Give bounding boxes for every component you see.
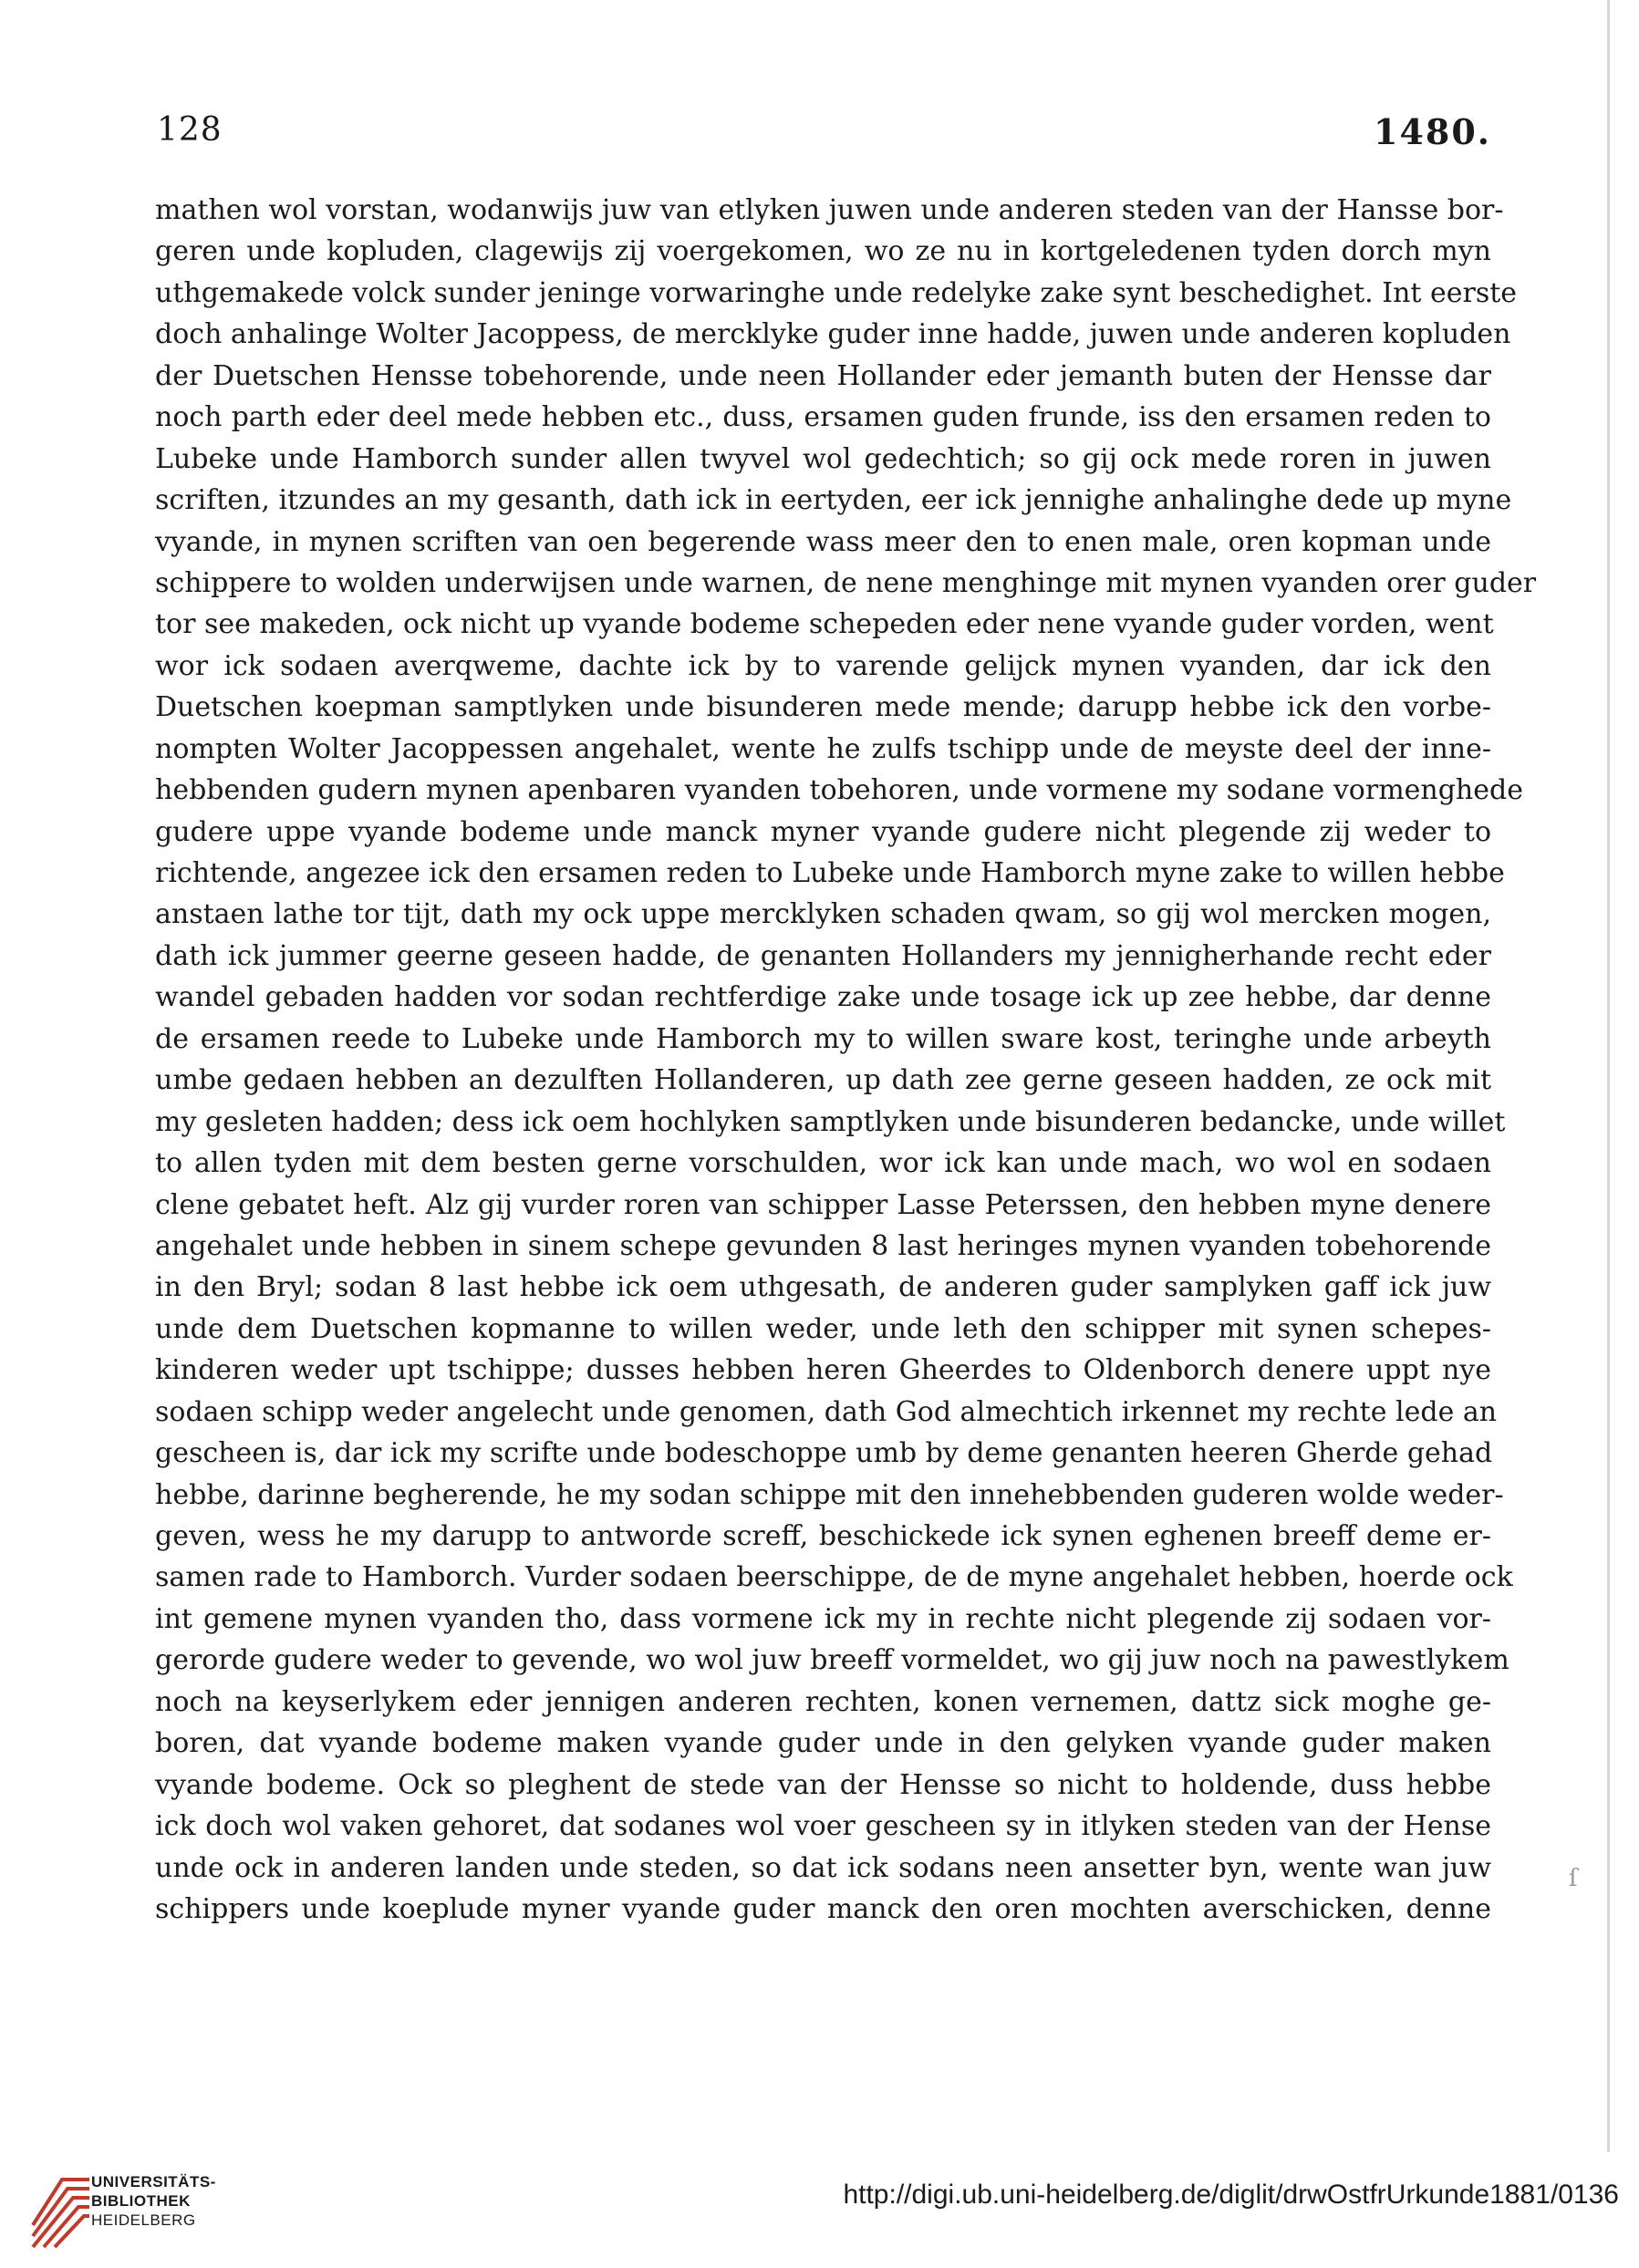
text-line: sodaen schipp weder angelecht unde genomen, dath God almechtich irkennet my rechte lede an <box>155 1395 1498 1428</box>
library-name-line2: BIBLIOTHEK <box>91 2192 191 2210</box>
library-name-line1: UNIVERSITÄTS- <box>91 2173 216 2190</box>
source-url-link[interactable]: http://digi.ub.uni-heidelberg.de/diglit/drwOstfrUrkunde1881/0136 <box>843 2180 1619 2210</box>
text-line: schippers unde koeplude myner vyande guder manck den oren mochten averschicken, denne <box>155 1892 1491 1925</box>
text-line: vyande, in mynen scriften van oen begerende wass meer den to enen male, oren kopman unde <box>155 525 1491 558</box>
text-line: gescheen is, dar ick my scrifte unde bodeschoppe umb by deme genanten heeren Gherde gehad <box>155 1437 1493 1470</box>
page-number: 128 <box>157 111 223 149</box>
text-line: gudere uppe vyande bodeme unde manck myner vyande gudere nicht plegende zij weder to <box>155 815 1491 848</box>
text-line: hebbenden gudern mynen apenbaren vyanden tobehoren, unde vormene my sodane vormenghede <box>155 774 1523 807</box>
text-line: de ersamen reede to Lubeke unde Hamborch my to willen sware kost, teringhe unde arbeyth <box>155 1022 1491 1055</box>
text-line: my gesleten hadden; dess ick oem hochlyken samptlyken unde bisunderen bedancke, unde willet <box>155 1105 1506 1138</box>
text-line: hebbe, darinne begherende, he my sodan schippe mit den innehebbenden guderen wolde weder- <box>155 1478 1504 1511</box>
text-line: richtende, angezee ick den ersamen reden to Lubeke unde Hamborch myne zake to willen hebbe <box>155 857 1505 889</box>
text-line: der Duetschen Hensse tobehorende, unde neen Hollander eder jemanth buten der Hensse dar <box>155 359 1491 392</box>
text-line: tor see makeden, ock nicht up vyande bodeme schepeden eder nene vyande guder vorden, went <box>155 608 1494 641</box>
text-line: in den Bryl; sodan 8 last hebbe ick oem uthgesath, de anderen guder samplyken gaff ick juw <box>155 1271 1491 1304</box>
text-line: umbe gedaen hebben an dezulften Hollanderen, up dath zee gerne geseen hadden, ze ock mit <box>155 1064 1491 1097</box>
text-line: gerorde gudere weder to gevende, wo wol juw breeff vormeldet, wo gij juw noch na pawestlykem <box>155 1644 1509 1677</box>
text-line: noch na keyserlykem eder jennigen anderen rechten, konen vernemen, dattz sick moghe ge- <box>155 1685 1491 1718</box>
text-line: clene gebatet heft. Alz gij vurder roren van schipper Lasse Peterssen, den hebben myne denere <box>155 1188 1491 1221</box>
library-name-line3: HEIDELBERG <box>91 2211 196 2229</box>
text-line: anstaen lathe tor tijt, dath my ock uppe mercklyken schaden qwam, so gij wol mercken mogen, <box>155 898 1491 931</box>
library-name <box>91 2172 216 2230</box>
text-line: noch parth eder deel mede hebben etc., duss, ersamen guden frunde, iss den ersamen reden to <box>155 401 1491 434</box>
text-line: vyande bodeme. Ock so pleghent de stede van der Hensse so nicht to holdende, duss hebbe <box>155 1768 1491 1801</box>
library-logo-icon <box>26 2161 97 2249</box>
margin-mark: ſ <box>1569 1865 1578 1892</box>
text-line: dath ick jummer geerne geseen hadde, de genanten Hollanders my jennigherhande recht eder <box>155 939 1491 972</box>
text-line: ick doch wol vaken gehoret, dat sodanes wol voer gescheen sy in itlyken steden van der Hense <box>155 1810 1491 1843</box>
text-line: doch anhalinge Wolter Jacoppess, de mercklyke guder inne hadde, juwen unde anderen kopluden <box>155 318 1511 351</box>
text-line: int gemene mynen vyanden tho, dass vormene ick my in rechte nicht plegende zij sodaen vor- <box>155 1602 1491 1635</box>
text-line: Lubeke unde Hamborch sunder allen twyvel wol gedechtich; so gij ock mede roren in juwen <box>155 442 1491 475</box>
page-year: 1480. <box>1374 111 1491 152</box>
text-line: unde dem Duetschen kopmanne to willen weder, unde leth den schipper mit synen schepes- <box>155 1312 1491 1345</box>
text-line: schippere to wolden underwijsen unde warnen, de nene menghinge mit mynen vyanden orer guder <box>155 566 1537 599</box>
text-line: angehalet unde hebben in sinem schepe gevunden 8 last heringes mynen vyanden tobehorende <box>155 1229 1491 1262</box>
text-line: unde ock in anderen landen unde steden, so dat ick sodans neen ansetter byn, wente wan juw <box>155 1851 1491 1884</box>
text-line: mathen wol vorstan, wodanwijs juw van etlyken juwen unde anderen steden van der Hansse bor- <box>155 194 1504 226</box>
text-line: kinderen weder upt tschippe; dusses hebben heren Gheerdes to Oldenborch denere uppt nye <box>155 1354 1491 1387</box>
text-line: nompten Wolter Jacoppessen angehalet, wente he zulfs tschipp unde de meyste deel der inne- <box>155 732 1491 765</box>
text-line: boren, dat vyande bodeme maken vyande guder unde in den gelyken vyande guder maken <box>155 1727 1491 1760</box>
text-line: geven, wess he my darupp to antworde screff, beschickede ick synen eghenen breeff deme er- <box>155 1520 1491 1552</box>
text-line: wandel gebaden hadden vor sodan rechtferdige zake unde tosage ick up zee hebbe, dar denne <box>155 981 1491 1014</box>
body-text <box>155 190 1537 1930</box>
text-line: uthgemakede volck sunder jeninge vorwaringhe unde redelyke zake synt beschedighet. Int eerste <box>155 276 1518 309</box>
text-line: to allen tyden mit dem besten gerne vorschulden, wor ick kan unde mach, wo wol en sodaen <box>155 1147 1491 1180</box>
text-line: wor ick sodaen averqweme, dachte ick by to varende gelijck mynen vyanden, dar ick den <box>155 649 1491 682</box>
scan-edge-shadow <box>1607 0 1610 2189</box>
text-line: samen rade to Hamborch. Vurder sodaen beerschippe, de de myne angehalet hebben, hoerde ock <box>155 1561 1513 1594</box>
text-line: geren unde kopluden, clagewijs zij voergekomen, wo ze nu in kortgeledenen tyden dorch myn <box>155 235 1491 268</box>
text-line: Duetschen koepman samptlyken unde bisunderen mede mende; darupp hebbe ick den vorbe- <box>155 691 1491 724</box>
text-line: scriften, itzundes an my gesanth, dath ick in eertyden, eer ick jennighe anhalinghe dede up myne <box>155 484 1512 517</box>
footer-bar <box>0 2152 1639 2268</box>
